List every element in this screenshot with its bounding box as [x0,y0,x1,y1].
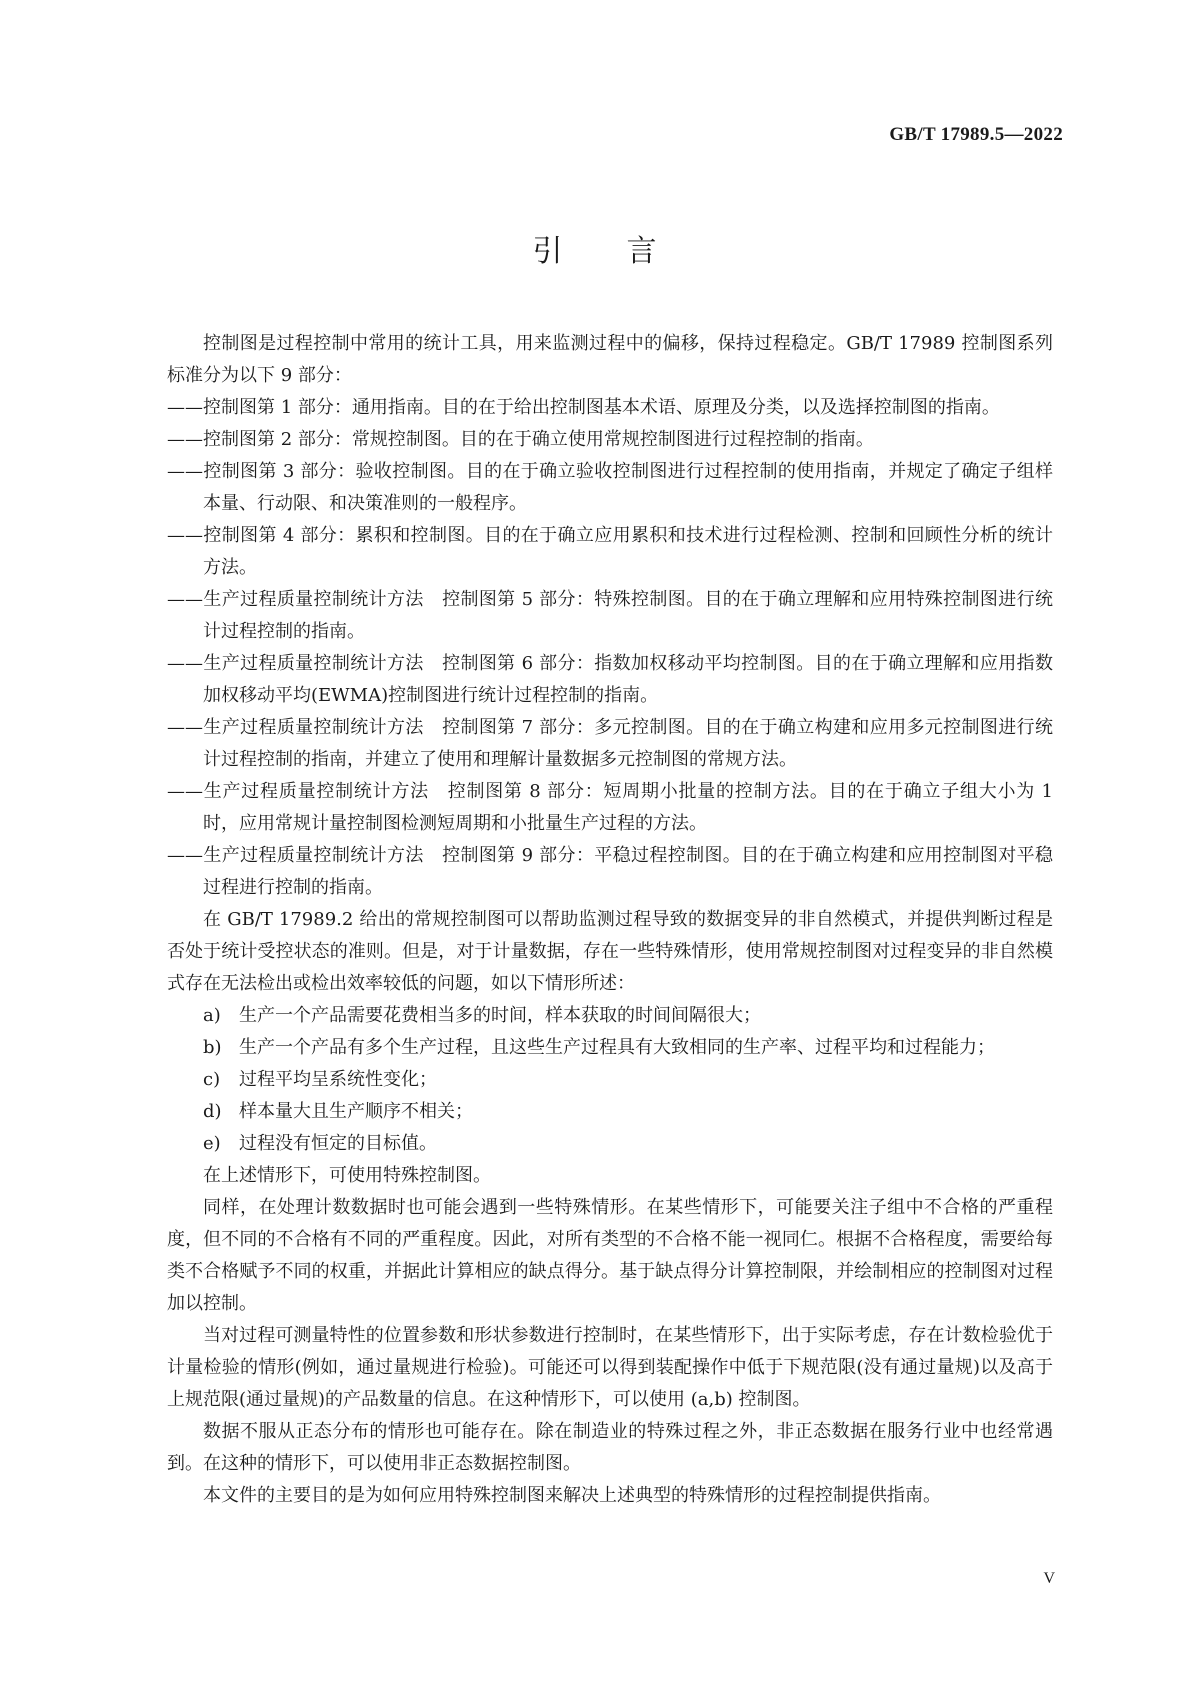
part-item [167,424,1053,456]
dash-marker: —— [167,589,203,610]
case-text: 过程平均呈系统性变化； [239,1069,437,1090]
intro-paragraph: 控制图是过程控制中常用的统计工具，用来监测过程中的偏移，保持过程稳定。GB/T 17989 控制图系列标准分为以下 9 部分： [167,333,1053,386]
count-data-paragraph: 同样，在处理计数数据时也可能会遇到一些特殊情形。在某些情形下，可能要关注子组中不合格的严重程度，但不同的不合格有不同的严重程度。因此，对所有类型的不合格不能一视同仁。根据不合格程度，需要给每类不合格赋予不同的权重，并据此计算相应的缺点得分。基于缺点得分计算控制限，并绘制相应的控制图对过程加以控制。 [167,1197,1053,1314]
part-item [167,648,1053,712]
dash-marker: —— [167,429,203,450]
part-text: 生产过程质量控制统计方法 控制图第 6 部分：指数加权移动平均控制图。目的在于确立理解和应用指数加权移动平均(EWMA)控制图进行统计过程控制的指南。 [203,653,1053,706]
part-text: 生产过程质量控制统计方法 控制图第 8 部分：短周期小批量的控制方法。目的在于确立子组大小为 1 时，应用常规计量控制图检测短周期和小批量生产过程的方法。 [203,781,1053,834]
page-title [0,226,1191,270]
part-text: 控制图第 4 部分：累积和控制图。目的在于确立应用累积和技术进行过程检测、控制和回顾性分析的统计方法。 [203,525,1053,578]
part-text: 控制图第 2 部分：常规控制图。目的在于确立使用常规控制图进行过程控制的指南。 [203,429,874,450]
title-char-1: 引 [532,234,565,269]
special-cases-paragraph: 在 GB/T 17989.2 给出的常规控制图可以帮助监测过程导致的数据变异的非自然模式，并提供判断过程是否处于统计受控状态的准则。但是，对于计量数据，存在一些特殊情形，使用常规控制图对过程变异的非自然模式存在无法检出或检出效率较低的问题，如以下情形所述： [167,909,1053,994]
title-char-2: 言 [626,234,659,269]
case-marker: e) [203,1133,221,1154]
part-item [167,456,1053,520]
case-item [167,1000,1053,1032]
document-body [167,328,1053,1512]
case-item [167,1096,1053,1128]
case-text: 生产一个产品需要花费相当多的时间，样本获取的时间间隔很大； [239,1005,761,1026]
case-text: 过程没有恒定的目标值。 [239,1133,437,1154]
case-item [167,1064,1053,1096]
case-item [167,1032,1053,1064]
special-chart-use-paragraph: 在上述情形下，可使用特殊控制图。 [203,1165,491,1186]
dash-marker: —— [167,461,203,482]
part-text: 生产过程质量控制统计方法 控制图第 5 部分：特殊控制图。目的在于确立理解和应用特殊控制图进行统计过程控制的指南。 [203,589,1053,642]
page-number: V [1043,1570,1055,1587]
part-text: 生产过程质量控制统计方法 控制图第 7 部分：多元控制图。目的在于确立构建和应用多元控制图进行统计过程控制的指南，并建立了使用和理解计量数据多元控制图的常规方法。 [203,717,1053,770]
dash-marker: —— [167,845,203,866]
part-item [167,712,1053,776]
part-item [167,392,1053,424]
ab-chart-paragraph: 当对过程可测量特性的位置参数和形状参数进行控制时，在某些情形下，出于实际考虑，存在计数检验优于计量检验的情形(例如，通过量规进行检验)。可能还可以得到装配操作中低于下规范限(没有通过量规)以及高于上规范限(通过量规)的产品数量的信息。在这种情形下，可以使用 (a,b) 控制图。 [167,1325,1053,1410]
dash-marker: —— [167,397,203,418]
part-item [167,520,1053,584]
part-text: 控制图第 3 部分：验收控制图。目的在于确立验收控制图进行过程控制的使用指南，并规定了确定子组样本量、行动限、和决策准则的一般程序。 [203,461,1053,514]
case-text: 生产一个产品有多个生产过程，且这些生产过程具有大致相同的生产率、过程平均和过程能力； [239,1037,995,1058]
case-marker: d) [203,1101,222,1122]
part-item [167,584,1053,648]
standard-number: GB/T 17989.5—2022 [889,124,1063,145]
case-text: 样本量大且生产顺序不相关； [239,1101,473,1122]
dash-marker: —— [167,525,203,546]
part-item [167,776,1053,840]
purpose-paragraph: 本文件的主要目的是为如何应用特殊控制图来解决上述典型的特殊情形的过程控制提供指南。 [203,1485,941,1506]
dash-marker: —— [167,717,203,738]
part-text: 控制图第 1 部分：通用指南。目的在于给出控制图基本术语、原理及分类，以及选择控制图的指南。 [203,397,1000,418]
case-marker: b) [203,1037,222,1058]
case-marker: c) [203,1069,221,1090]
dash-marker: —— [167,653,203,674]
part-text: 生产过程质量控制统计方法 控制图第 9 部分：平稳过程控制图。目的在于确立构建和应用控制图对平稳过程进行控制的指南。 [203,845,1053,898]
case-item [167,1128,1053,1160]
non-normal-paragraph: 数据不服从正态分布的情形也可能存在。除在制造业的特殊过程之外，非正态数据在服务行业中也经常遇到。在这种的情形下，可以使用非正态数据控制图。 [167,1421,1053,1474]
case-marker: a) [203,1005,221,1026]
dash-marker: —— [167,781,203,802]
part-item [167,840,1053,904]
